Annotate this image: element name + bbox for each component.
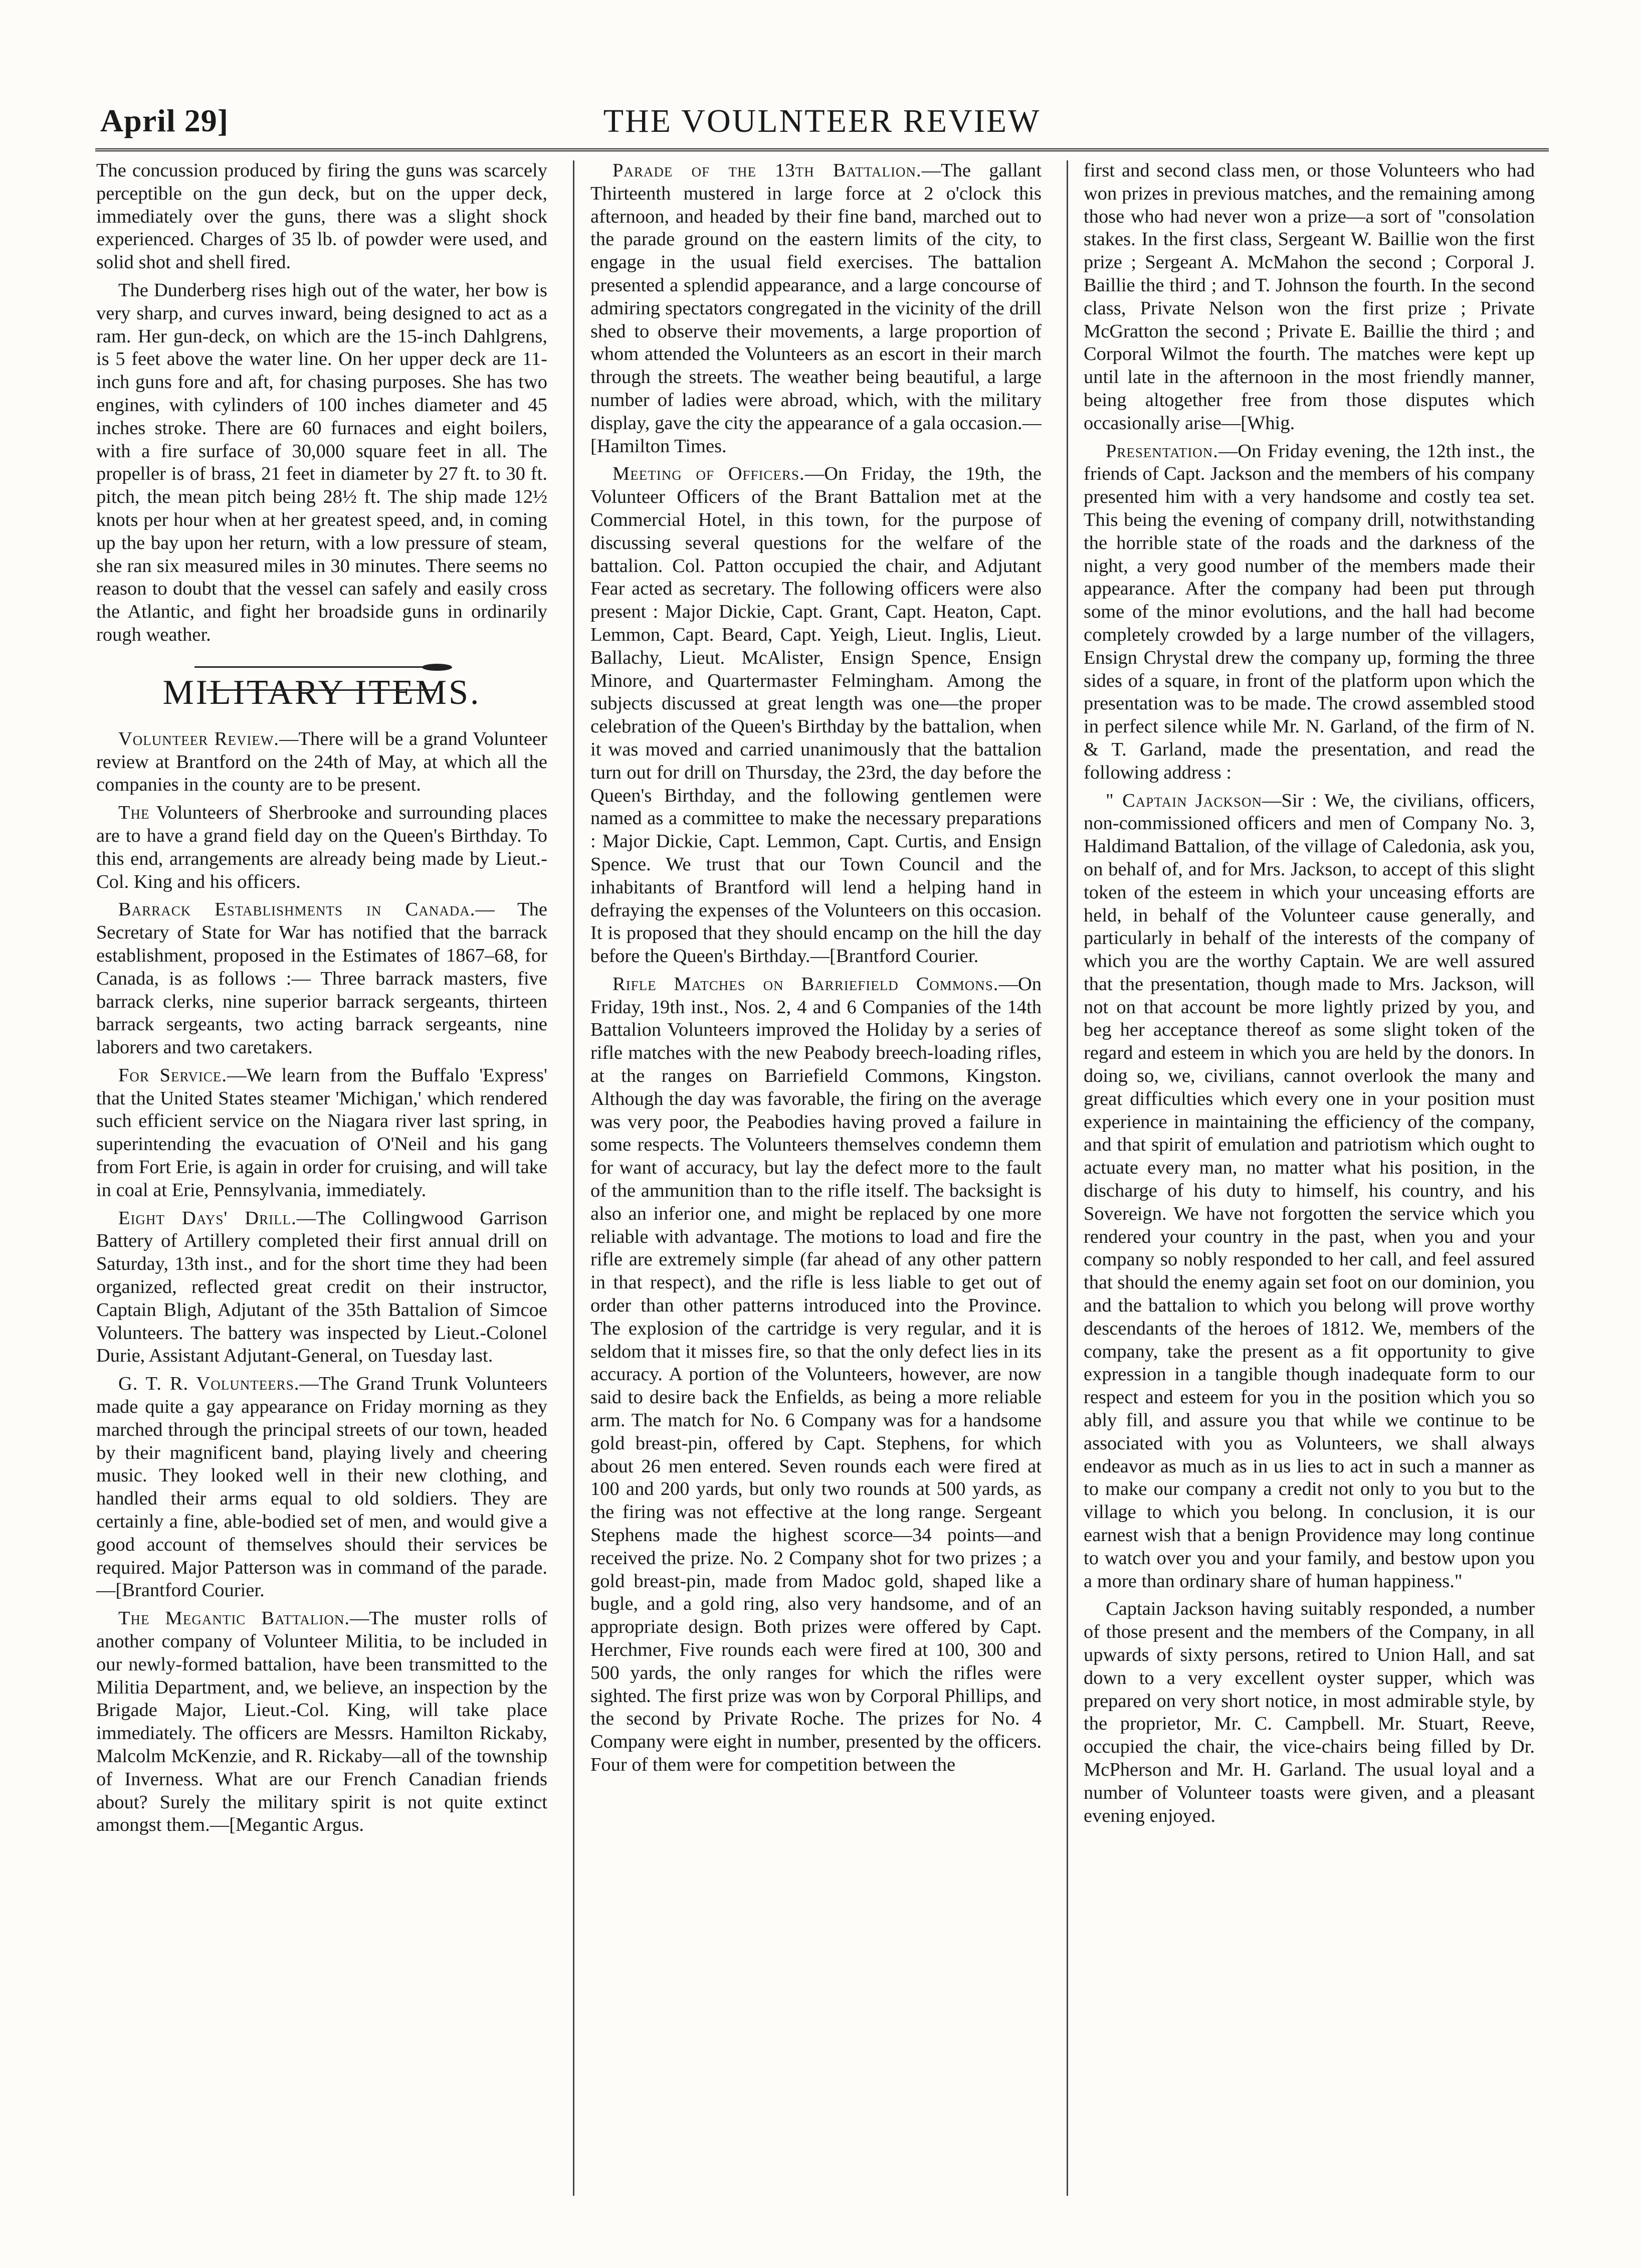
column-1 (96, 159, 547, 2205)
article-heading: Volunteer Review. (118, 728, 280, 749)
article-heading: Eight Days' Drill. (118, 1207, 297, 1229)
article-heading: The Megantic Battalion. (118, 1608, 350, 1629)
article-body: Volunteers of Sherbrooke and surrounding places are to have a grand field day on the Queen's Birthday. To this end, arrangements are already being made by Lieut.-Col. King and his officers. (96, 802, 547, 892)
article-body: —Sir : We, the civilians, officers, non-commissioned officers and men of Company No. 3, Haldimand Battalion, of the village of Caledonia, ask you, on behalf of, and for Mrs. Jackson, to accept of this slight token of the esteem in which your unceasing efforts are held, in behalf of the Volunteer cause generally, and particularly in behalf of the interests of the company of which you are the worthy Captain. We are well assured that the presentation, though made to Mrs. Jackson, will not on that account be more lightly prized by you, and beg her acceptance thereof as some slight token of the regard and esteem in which you are held by the donors. In doing so, we, civilians, cannot overlook the many and great difficulties which every one in your position must experience in maintaining the efficiency of the company, and that spirit of emulation and patriotism which ought to actuate every man, no matter what his position, in the discharge of his duty to himself, his country, and his Sovereign. We have not forgotten the service which you rendered your country in the past, when you and your company so nobly responded to her call, and feel assured that should the enemy again set foot on our dominion, you and the battalion to which you belong will prove worthy descendants of the heroes of 1812. We, members of the company, take the present as a fit opportunity to give expression in a tangible though inadequate form to our respect and esteem for you in the position which you so ably fill, and assure you that while we continue to be associated with you as Volunteers, we shall always endeavor as much as in us lies to act in such a manner as to make our company a credit not only to you but to the village to which you belong. In conclusion, it is our earnest wish that a benign Providence may long continue to watch over you and your family, and bestow upon you a more than ordinary share of human happiness." (1084, 790, 1535, 1592)
article-body: —The Collingwood Garrison Battery of Artillery completed their first annual drill on Saturday, 13th inst., and for the short time they had been organized, reflected great credit on their instructor, Captain Bligh, Adjutant of the 35th Battalion of Simcoe Volunteers. The battery was inspected by Lieut.-Colonel Durie, Assistant Adjutant-General, on Tuesday last. (96, 1207, 547, 1367)
article-barrack-establishments (96, 898, 547, 1059)
article-body: —The muster rolls of another company of Volunteer Militia, to be included in our newly-formed battalion, have been transmitted to the Militia Department, and, we believe, an inspection by the Brigade Major, Lieut.-Col. King, will take place immediately. The officers are Messrs. Hamilton Rickaby, Malcolm McKenzie, and R. Rickaby—all of the township of Inverness. What are our French Canadian friends about? Surely the military spirit is not quite extinct amongst them.—[Megantic Argus. (96, 1608, 547, 1836)
article-heading: Meeting of Officers. (612, 463, 805, 485)
article-heading: Barrack Establishments in Canada. (118, 899, 476, 920)
article-body: —On Friday evening, the 12th inst., the friends of Capt. Jackson and the members of his company presented him with a very handsome and costly tea set. This being the evening of company drill, notwithstanding the horrible state of the roads and the darkness of the night, a very good number of the members made their appearance. After the company had been put through some of the minor evolutions, and the hall had become completely crowded by a large number of the villagers, Ensign Chrystal drew the company up, forming the three sides of a square, in front of the platform upon which the presentation was to be made. The crowd assembled stood in perfect silence while Mr. N. Garland, of the firm of N. & T. Garland, made the presentation, and read the following address : (1084, 440, 1535, 783)
masthead-title: THE VOULNTEER REVIEW (603, 103, 1041, 139)
section-title: MILITARY ITEMS. (162, 673, 481, 712)
article-body: — The Secretary of State for War has notified that the barrack establishment, proposed in the Estimates of 1867–68, for Canada, is as follows :— Three barrack masters, five barrack clerks, nine superior barrack sergeants, thirteen barrack sergeants, two acting barrack sergeants, nine laborers and two caretakers. (96, 899, 547, 1058)
column-divider (1067, 160, 1068, 2196)
article-gtr-volunteers (96, 1373, 547, 1602)
page-header (95, 98, 1549, 153)
address-to-captain (1084, 790, 1535, 1593)
article-eight-days-drill (96, 1207, 547, 1368)
article-heading: The (118, 802, 150, 824)
article-body: —On Friday, the 19th, the Volunteer Officers of the Brant Battalion met at the Commercial Hotel, in this town, for the purpose of discussing several questions for the welfare of the battalion. Col. Patton occupied the chair, and Adjutant Fear acted as secretary. The following officers were also present : Major Dickie, Capt. Grant, Capt. Heaton, Capt. Lemmon, Capt. Beard, Capt. Yeigh, Lieut. Inglis, Lieut. Ballachy, Lieut. McAlister, Ensign Spence, Ensign Minore, and Quartermaster Felmingham. Among the subjects discussed at great length was one—the proper celebration of the Queen's Birthday by the battalion, when it was moved and carried unanimously that the battalion turn out for drill on Thursday, the 23rd, the day before the Queen's Birthday, and the following gentlemen were named as a committee to make the necessary preparations : Major Dickie, Capt. Lemmon, Capt. Curtis, and Ensign Spence. We trust that our Town Council and the inhabitants of Brantford will lend a helping hand in defraying the expenses of the Volunteers on this occasion. It is proposed that they should encamp on the hill the day before the Queen's Birthday.—[Brantford Courier. (590, 463, 1042, 967)
column-2 (590, 159, 1042, 2205)
article-rifle-matches (590, 973, 1042, 1777)
paragraph: first and second class men, or those Volunteers who had won prizes in previous matches, and the remaining among those who had never won a prize—a sort of "consolation stakes. In the first class, Sergeant W. Baillie won the first prize ; Sergeant A. McMahon the second ; Corporal J. Baillie the third ; and T. Johnson the fourth. In the second class, Private Nelson won the first prize ; Private McGratton the second ; Private E. Baillie the third ; and Corporal Wilmot the fourth. The matches were kept up until late in the afternoon in the most friendly manner, being altogether free from those disputes which occasionally arise—[Whig. (1084, 160, 1535, 434)
paragraph: The Dunderberg rises high out of the water, her bow is very sharp, and curves inward, being designed to act as a ram. Her gun-deck, on which are the 15-inch Dahlgrens, is 5 feet above the water line. On her upper deck are 11-inch guns fore and aft, for chasing purposes. She has two engines, with cylinders of 100 inches diameter and 45 inches stroke. There are 60 furnaces and eight boilers, with a fire surface of 30,000 square feet in all. The propeller is of brass, 21 feet in diameter by 27 ft. to 30 ft. pitch, the mean pitch being 28½ ft. The ship made 12½ knots per hour when at her greatest speed, and, in coming up the bay upon her return, with a low pressure of steam, she ran six measured miles in 30 minutes. There seems no reason to doubt that the vessel can safely and easily cross the Atlantic, and fight her broadside guns in ordinarily rough weather. (96, 279, 547, 645)
column-divider (573, 160, 574, 2196)
article-heading: Parade of the 13th Battalion. (612, 160, 922, 181)
article-meeting-of-officers (590, 463, 1042, 968)
article-sherbrooke (96, 802, 547, 893)
article-megantic-battalion (96, 1607, 547, 1837)
article-heading: Presentation. (1106, 440, 1218, 462)
article-heading: " Captain Jackson (1106, 790, 1263, 811)
article-body: —We learn from the Buffalo 'Express' that the United States steamer 'Michigan,' which rendered such efficient service on the Niagara river last spring, in superintending the evacuation of O'Neil and his gang from Fort Erie, is again in order for cruising, and will take in coal at Erie, Pennsylvania, immediately. (96, 1064, 547, 1201)
article-for-service (96, 1064, 547, 1202)
paragraph: The concussion produced by firing the guns was scarcely perceptible on the gun deck, but on the upper deck, immediately over the guns, there was a slight shock experienced. Charges of 35 lb. of powder were used, and solid shot and shell fired. (96, 160, 547, 273)
article-heading: For Service. (118, 1064, 228, 1086)
issue-date: April 29] (100, 103, 229, 138)
article-heading: G. T. R. Volunteers. (118, 1373, 300, 1395)
article-body: —The Grand Trunk Volunteers made quite a gay appearance on Friday morning as they marched through the principal streets of our town, headed by their magnificent band, playing lively and cheering music. They looked well in their new clothing, and handled their arms equal to old soldiers. They are certainly a fine, able-bodied set of men, and would give a good account of themselves should their services be required. Major Patterson was in command of the parade.—[Brantford Courier. (96, 1373, 547, 1601)
paragraph: Captain Jackson having suitably responded, a number of those present and the members of the Company, in all upwards of sixty persons, retired to Union Hall, and sat down to a very excellent oyster supper, which was prepared on very short notice, in most admirable style, by the proprietor, Mr. C. Campbell. Mr. Stuart, Reeve, occupied the chair, the vice-chairs being filled by Dr. McPherson and Mr. H. Garland. The usual loyal and a number of Volunteer toasts were given, and a pleasant evening enjoyed. (1084, 1598, 1535, 1826)
article-heading: Rifle Matches on Barriefield Commons. (612, 973, 999, 995)
section-divider-ornament (96, 654, 547, 664)
article-body: —The gallant Thirteenth mustered in large force at 2 o'clock this afternoon, and headed by their fine band, marched out to the parade ground on the eastern limits of the city, to engage in the usual field exercises. The battalion presented a splendid appearance, and a large concourse of admiring spectators congregated in the vicinity of the drill shed to observe their movements, a large proportion of whom attended the Volunteers as an escort in their march through the streets. The weather being beautiful, a large number of ladies were abroad, which, with the military display, gave the city the appearance of a gala occasion.—[Hamilton Times. (590, 160, 1042, 457)
article-body: —On Friday, 19th inst., Nos. 2, 4 and 6 Companies of the 14th Battalion Volunteers improved the Holiday by a series of rifle matches with the new Peabody breech-loading rifles, at the ranges on Barriefield Commons, Kingston. Although the day was favorable, the firing on the average was very poor, the Peabodies having proved a failure in some respects. The Volunteers themselves condemn them for want of accuracy, but lay the defect more to the fault of the ammunition than to the rifle itself. The backsight is also an inferior one, and might be replaced by one more reliable with advantage. The motions to load and fire the rifle are extremely simple (far ahead of any other pattern in that respect), and the rifle is less liable to get out of order than other patterns introduced into the Province. The explosion of the cartridge is very regular, and it is seldom that it misses fire, so that the only defect lies in its accuracy. A portion of the Volunteers, however, are now said to desire back the Enfields, as being a more reliable arm. The match for No. 6 Company was for a handsome gold breast-pin, offered by Capt. Stephens, for which about 26 men entered. Seven rounds each were fired at 100 and 200 yards, but only two rounds at 500 yards, as the firing was not effective at the long range. Sergeant Stephens made the highest scorce—34 points—and received the prize. No. 2 Company shot for two prizes ; a gold breast-pin, made from Madoc gold, shaped like a bugle, and a gold ring, also very handsome, and of an appropriate design. Both prizes were offered by Capt. Herchmer, Five rounds each were fired at 100, 300 and 500 yards, the only ranges for which the rifles were sighted. The first prize was won by Corporal Phillips, and the second by Private Roche. The prizes for No. 4 Company were eight in number, presented by the officers. Four of them were for competition between the (590, 973, 1042, 1775)
column-3 (1084, 159, 1535, 2205)
article-volunteer-review (96, 728, 547, 797)
article-presentation (1084, 440, 1535, 785)
article-body: —There will be a grand Volunteer review at Brantford on the 24th of May, at which all the companies in the county are to be present. (96, 728, 547, 796)
header-rule (95, 148, 1549, 151)
article-parade-13th (590, 159, 1042, 458)
